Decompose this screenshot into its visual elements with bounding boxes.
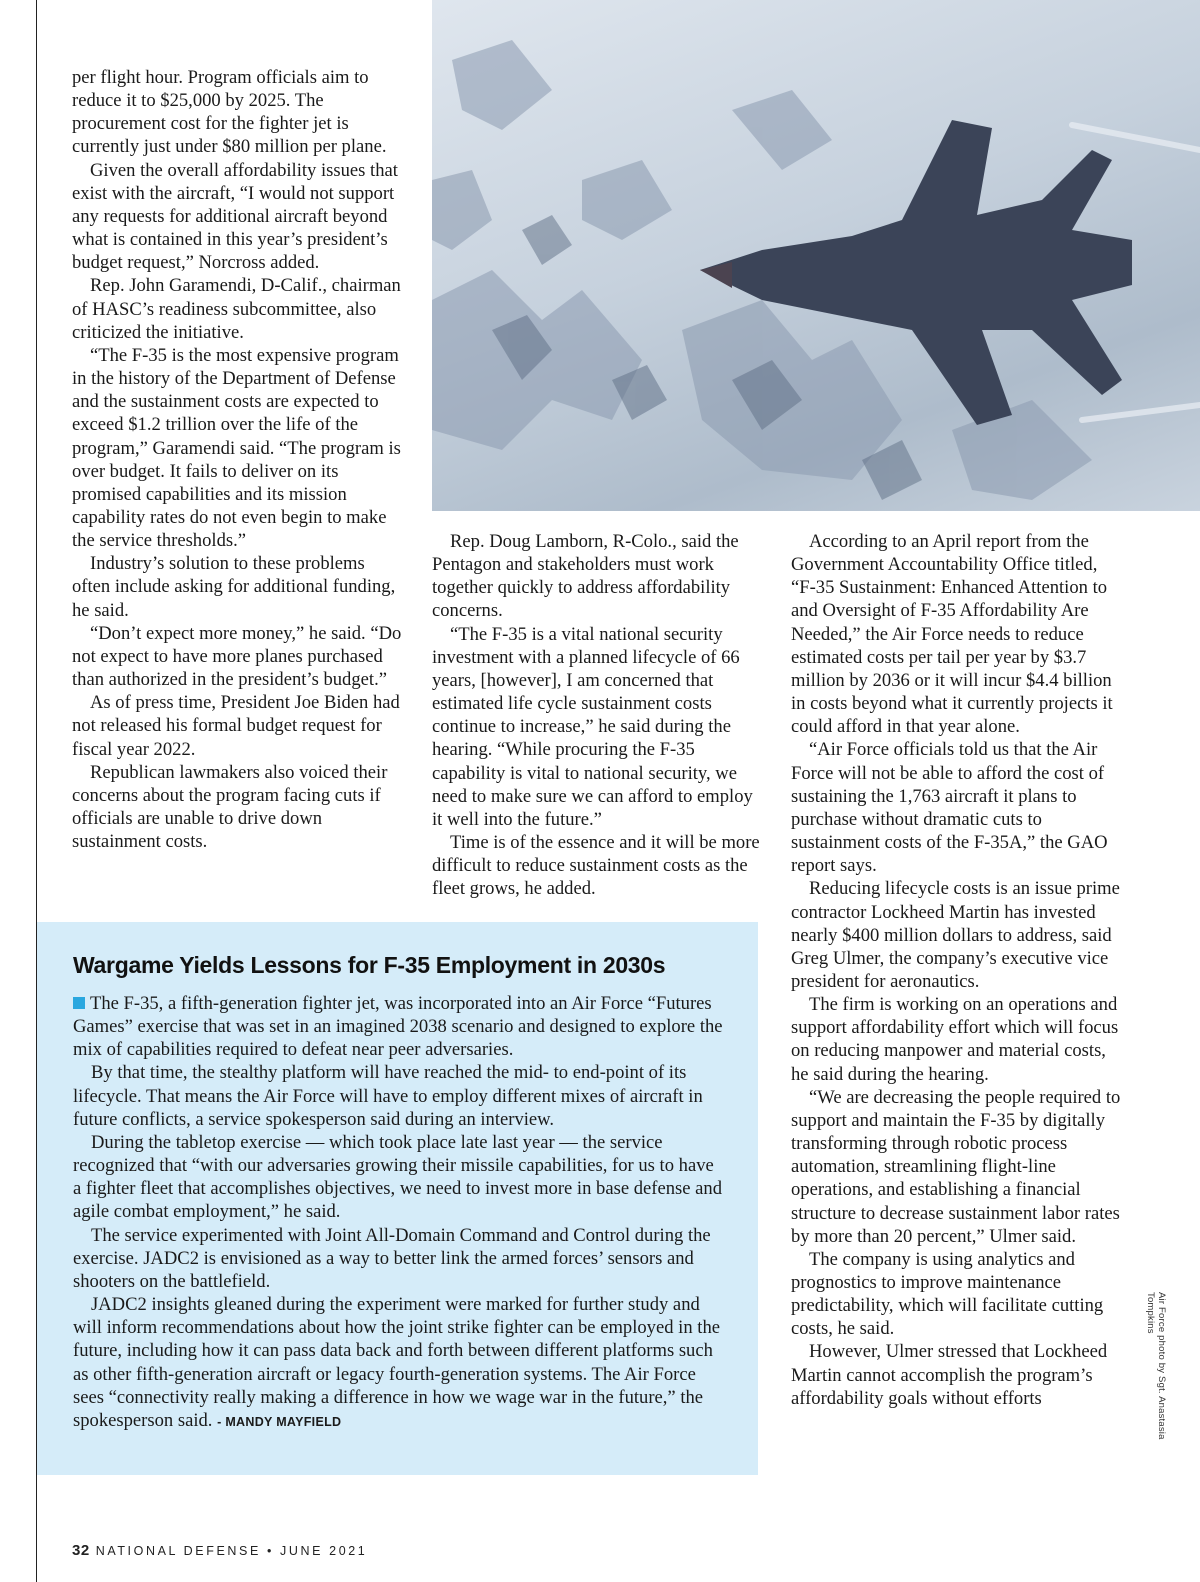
sidebar-paragraph: The F-35, a fifth-generation fighter jet, was incorporated into an Air Force “Futures Games” exercise that was set in an imagined 2038 scenario and designed to explore the mix of capabilities required to defeat near peer adversaries. <box>73 993 723 1061</box>
paragraph: Rep. Doug Lamborn, R-Colo., said the Pentagon and stakeholders must work together quickly to address affordability concerns. <box>432 531 739 622</box>
paragraph: The firm is working on an operations and support affordability effort which will focus on reducing manpower and material costs, he said during the hearing. <box>791 994 1119 1085</box>
photo-credit: Air Force photo by Sgt. Anastasia Tompkins <box>1145 1292 1167 1440</box>
paragraph: The company is using analytics and prognostics to improve maintenance predictability, which will facilitate cutting costs, he said. <box>791 1248 1104 1340</box>
sidebar-box <box>37 922 758 1475</box>
paragraph: “Air Force officials told us that the Air Force will not be able to afford the cost of sustaining the 1,763 aircraft it plans to purchase without dramatic cuts to sustainment costs of the F-35A,” the GAO report says. <box>791 739 1108 877</box>
article-column-3 <box>791 530 1123 1410</box>
paragraph: “The F-35 is a vital national security investment with a planned lifecycle of 66 years, [however], I am concerned that estimated life cycle sustainment costs continue to increase,” he said during the hearing. “While procuring the F-35 capability is vital to national security, we need to make sure we can afford to employ it well into the future.” <box>432 623 753 830</box>
paragraph: Rep. John Garamendi, D-Calif., chairman of HASC’s readiness subcommittee, also criticized the initiative. <box>72 275 401 343</box>
article-column-1 <box>72 66 404 853</box>
page-footer <box>72 1542 367 1559</box>
byline: - MANDY MAYFIELD <box>217 1414 342 1429</box>
paragraph: “Don’t expect more money,” he said. “Do not expect to have more planes purchased than authorized in the president’s budget.” <box>72 622 402 691</box>
sidebar-paragraph: The service experimented with Joint All-Domain Command and Control during the exercise. JADC2 is envisioned as a way to better link the armed forces’ sensors and shooters on the battlefield. <box>73 1224 711 1292</box>
sidebar-paragraph: JADC2 insights gleaned during the experiment were marked for further study and will inform recommendations about how the joint strike fighter can be employed in the future, including how it can pass data back and forth between different platforms such as other fifth-generation aircraft or legacy fourth-generation systems. The Air Force sees “connectivity really making a difference in how we wage war in the future,” the spokesperson said. - MANDY MAYFIELD <box>73 1294 721 1431</box>
f35-photo <box>432 0 1200 511</box>
sidebar-paragraph: By that time, the stealthy platform will have reached the mid- to end-point of its lifecycle. That means the Air Force will have to employ different mixes of aircraft in future conflicts, a service spokesperson said during an interview. <box>73 1062 703 1130</box>
article-column-2 <box>432 530 762 901</box>
paragraph: Industry’s solution to these problems often include asking for additional funding, he said. <box>72 553 396 621</box>
paragraph: However, Ulmer stressed that Lockheed Martin cannot accomplish the program’s affordability goals without efforts <box>791 1341 1108 1409</box>
paragraph: Reducing lifecycle costs is an issue prime contractor Lockheed Martin has invested nearly $400 million dollars to address, said Greg Ulmer, the company’s executive vice president for aeronautics. <box>791 878 1120 992</box>
paragraph: Given the overall affordability issues that exist with the aircraft, “I would not support any requests for additional aircraft beyond what is contained in this year’s president’s budget request,” Norcross added. <box>72 159 398 274</box>
paragraph: As of press time, President Joe Biden had not released his formal budget request for fiscal year 2022. <box>72 692 400 760</box>
paragraph: per flight hour. Program officials aim to reduce it to $25,000 by 2025. The procurement cost for the fighter jet is currently just under $80 million per plane. <box>72 67 387 158</box>
sidebar-body <box>73 992 723 1434</box>
publication-info: NATIONAL DEFENSE • JUNE 2021 <box>95 1544 368 1558</box>
paragraph: Republican lawmakers also voiced their concerns about the program facing cuts if officials are unable to drive down sustainment costs. <box>72 761 388 853</box>
paragraph: Time is of the essence and it will be more difficult to reduce sustainment costs as the fleet grows, he added. <box>432 832 760 900</box>
photo-illustration <box>432 0 1200 511</box>
paragraph: “The F-35 is the most expensive program in the history of the Department of Defense and the sustainment costs are expected to exceed $1.2 trillion over the life of the program,” Garamendi said. “The program is over budget. It fails to deliver on its promised capabilities and its mission capability rates do not even begin to make the service thresholds.” <box>72 344 401 552</box>
paragraph: According to an April report from the Government Accountability Office titled, “F-35 Sustainment: Enhanced Attention to and Oversight of F-35 Affordability Are Needed,” the Air Force needs to reduce estimated costs per tail per year by $3.7 million by 2036 or it will incur $4.4 billion in costs beyond what it currently projects it could afford in that year alone. <box>791 531 1113 738</box>
page-number: 32 <box>72 1542 90 1559</box>
bullet-square-icon <box>73 997 85 1009</box>
sidebar-paragraph: During the tabletop exercise — which took place late last year — the service recognized that “with our adversaries growing their missile capabilities, for us to have a fighter fleet that accomplishes objectives, we need to invest more in base defense and agile combat employment,” he said. <box>73 1131 722 1223</box>
sidebar-title: Wargame Yields Lessons for F-35 Employment in 2030s <box>73 952 666 978</box>
paragraph: “We are decreasing the people required to support and maintain the F-35 by digitally transforming through robotic process automation, streamlining flight-line operations, and establishing a financial structure to decrease sustainment labor rates by more than 20 percent,” Ulmer said. <box>791 1086 1121 1247</box>
